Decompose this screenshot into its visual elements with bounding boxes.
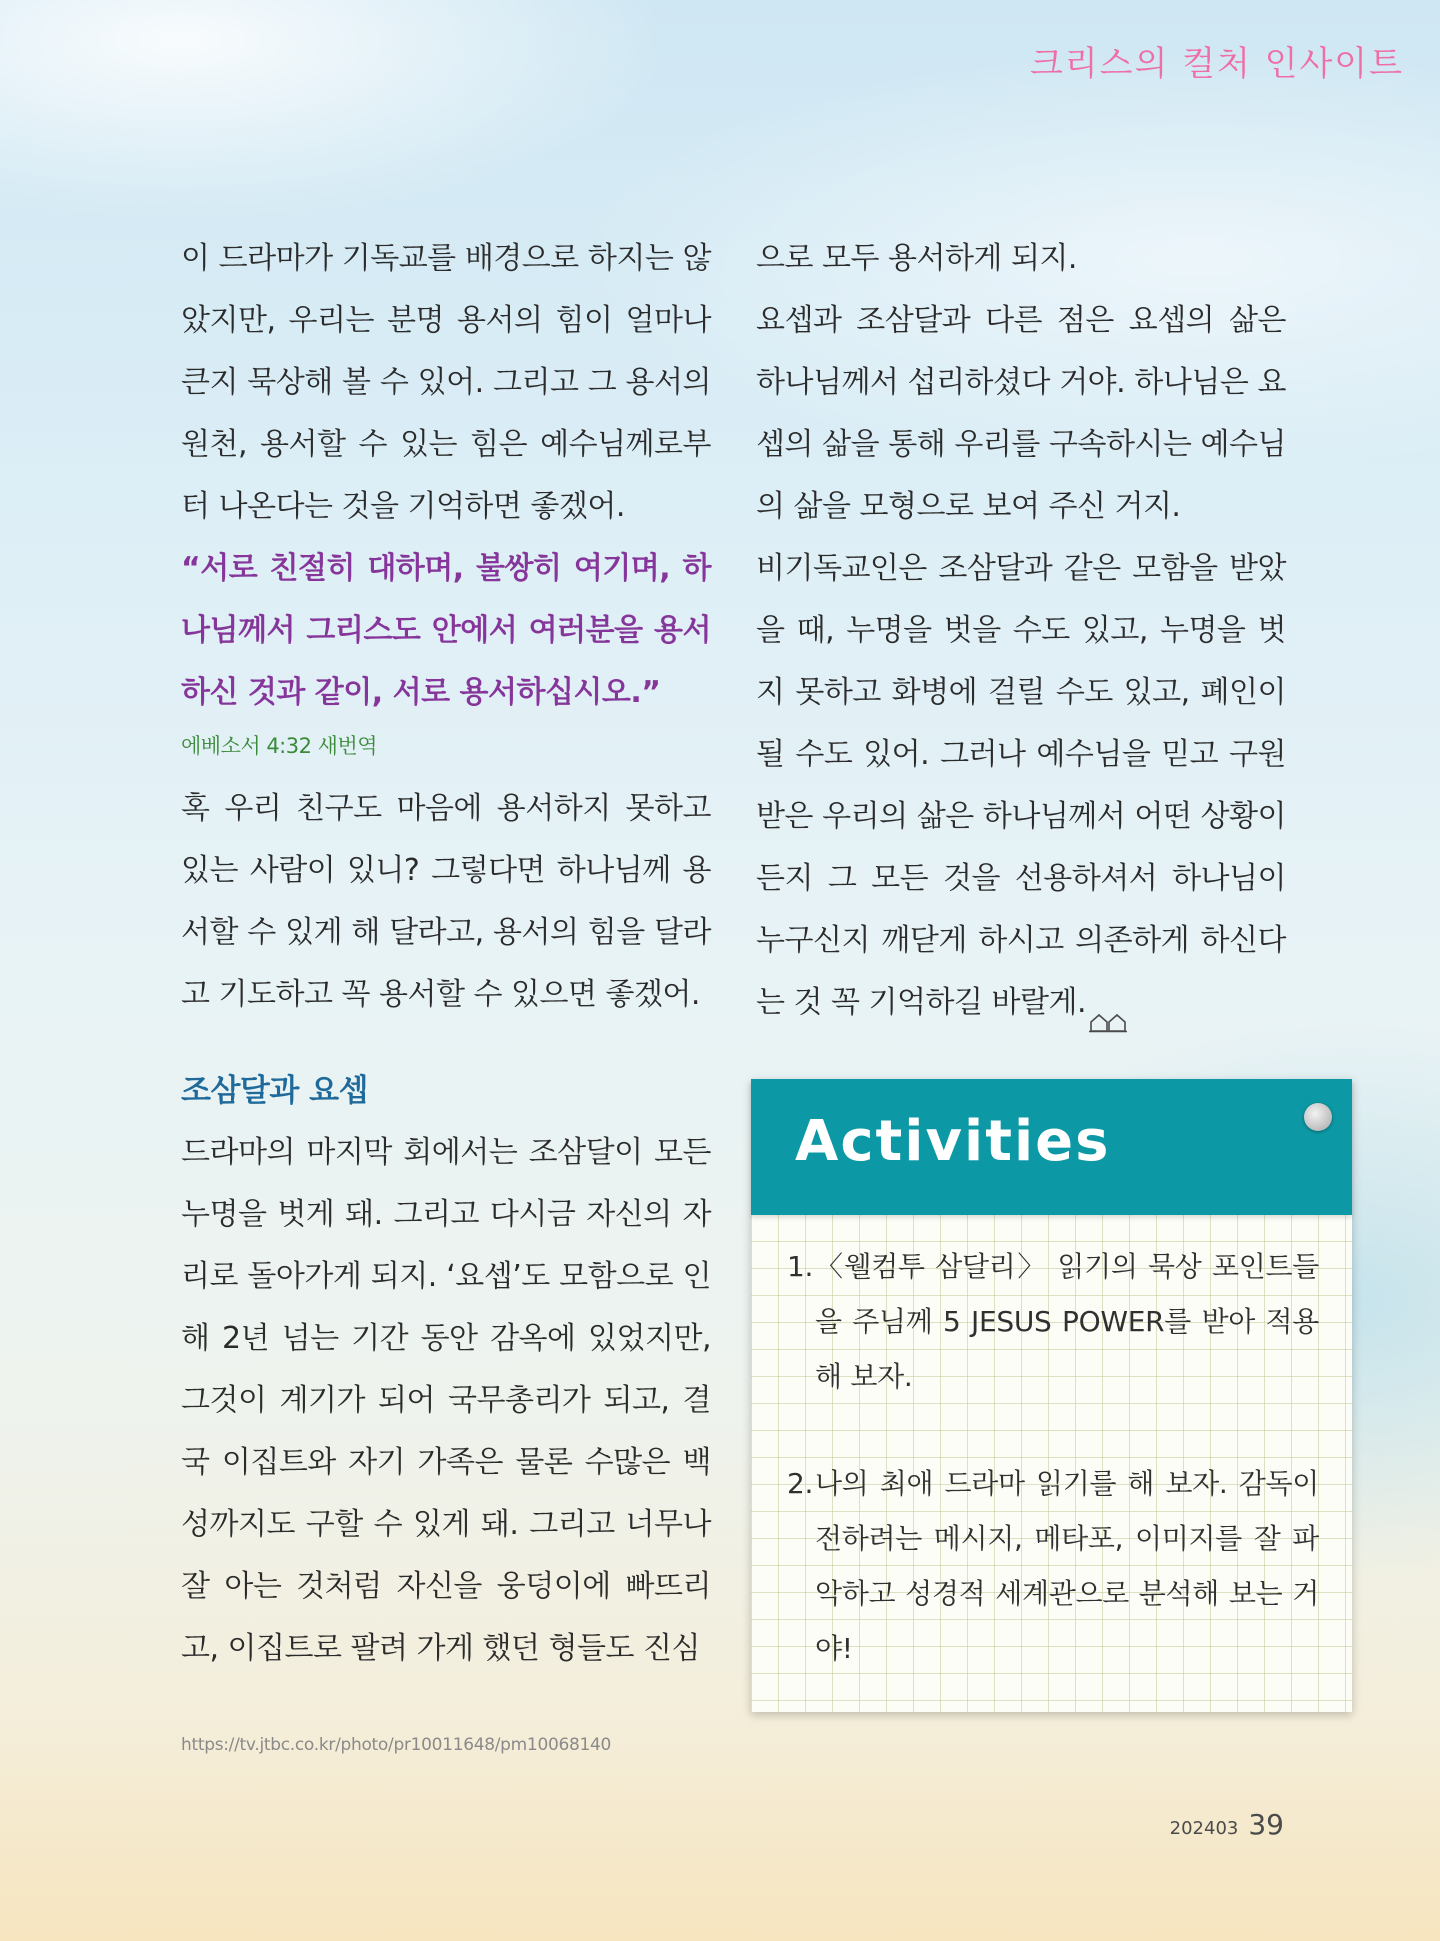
bible-reference: 에베소서 4:32 새번역	[181, 734, 378, 758]
activity-text: 〈웰컴투 삼달리〉 읽기의 묵상 포인트들을 주님께 5 JESUS POWER를 받아 적용해 보자.	[815, 1250, 1319, 1393]
section-title: 조삼달과 요셉	[181, 1073, 368, 1109]
body-paragraph: 혹 우리 친구도 마음에 용서하지 못하고 있는 사람이 있니? 그렇다면 하나님께 용서할 수 있게 해 달라고, 용서의 힘을 달라고 기도하고 꼭 용서할 수 있으면 좋겠어.	[181, 791, 711, 1012]
activity-item	[787, 1456, 1319, 1676]
body-paragraph: 이 드라마가 기독교를 배경으로 하지는 않았지만, 우리는 분명 용서의 힘이 얼마나 큰지 묵상해 볼 수 있어. 그리고 그 용서의 원천, 용서할 수 있는 힘은 예수님께로부터 나온다는 것을 기억하면 좋겠어.	[181, 241, 711, 524]
body-paragraph-end	[756, 538, 1286, 1034]
activity-number: 1.	[787, 1250, 814, 1283]
header-title: 크리스의 컬처 인사이트	[1029, 44, 1404, 84]
issue-number: 202403	[1169, 1818, 1239, 1839]
activities-card	[751, 1079, 1352, 1712]
page-footer	[1170, 1808, 1284, 1841]
body-paragraph: 드라마의 마지막 회에서는 조삼달이 모든 누명을 벗게 돼. 그리고 다시금 자신의 자리로 돌아가게 되지. ‘요셉’도 모함으로 인해 2년 넘는 기간 동안 감옥에 있었지만, 그것이 계기가 되어 국무총리가 되고, 결국 이집트와 자기 가족은 물론 수많은 백성까지도 구할 수 있게 돼. 그리고 너무나 잘 아는 것처럼 자신을 웅덩이에 빠뜨리고, 이집트로 팔려 가게 했던 형들도 진심	[181, 1135, 711, 1666]
right-column	[756, 228, 1286, 1034]
body-paragraph-text: 비기독교인은 조삼달과 같은 모함을 받았을 때, 누명을 벗을 수도 있고, 누명을 벗지 못하고 화병에 걸릴 수도 있고, 폐인이 될 수도 있어. 그러나 예수님을 믿고 구원받은 우리의 삶은 하나님께서 어떤 상황이든지 그 모든 것을 선용하셔서 하나님이 누구신지 깨닫게 하시고 의존하게 하신다는 것 꼭 기억하길 바랄게.	[756, 551, 1286, 1020]
bible-quote: “서로 친절히 대하며, 불쌍히 여기며, 하나님께서 그리스도 안에서 여러분을 용서하신 것과 같이, 서로 용서하십시오.”	[181, 551, 711, 710]
activities-list	[787, 1239, 1319, 1676]
source-url: https://tv.jtbc.co.kr/photo/pr10011648/pm10068140	[181, 1735, 612, 1755]
activity-text: 나의 최애 드라마 읽기를 해 보자. 감독이 전하려는 메시지, 메타포, 이미지를 잘 파악하고 성경적 세계관으로 분석해 보는 거야!	[815, 1467, 1319, 1665]
body-paragraph: 으로 모두 용서하게 되지.	[756, 241, 1077, 276]
page-number: 39	[1248, 1808, 1284, 1841]
activities-header	[751, 1079, 1352, 1215]
pushpin-icon	[1304, 1103, 1332, 1131]
activity-number: 2.	[787, 1467, 814, 1500]
left-column	[181, 228, 711, 1680]
activity-item	[787, 1239, 1319, 1404]
body-paragraph: 요셉과 조삼달과 다른 점은 요셉의 삶은 하나님께서 섭리하셨다 거야. 하나님은 요셉의 삶을 통해 우리를 구속하시는 예수님의 삶을 모형으로 보여 주신 거지.	[756, 303, 1286, 524]
activities-title: Activities	[795, 1109, 1111, 1174]
house-outline-icon	[1088, 993, 1128, 1015]
